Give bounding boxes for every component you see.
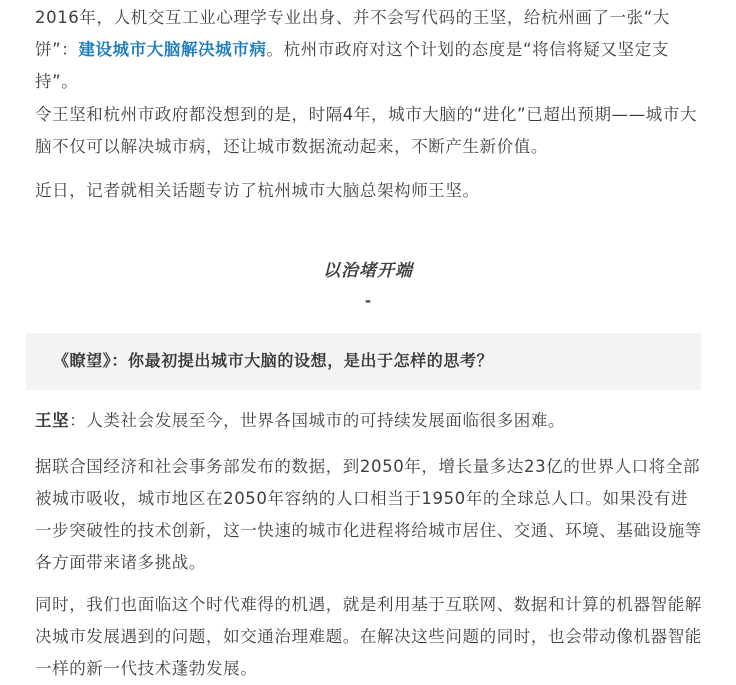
intro-paragraph-3: 近日，记者就相关话题专访了杭州城市大脑总架构师王坚。: [35, 181, 480, 200]
question-box: [26, 333, 701, 390]
intro-paragraph-2: 令王坚和杭州市政府都没想到的是，时隔4年，城市大脑的“进化”已超出预期——城市大脑不仅可以解决城市病，还让城市数据流动起来，不断产生新价值。: [35, 105, 698, 156]
intro-text-1a: 2016年，人机交互工业心理学专业出身、并不会写代码的王坚，给杭州画了一张“大饼”：: [35, 8, 670, 59]
answer-paragraph-2: 据联合国经济和社会事务部发布的数据，到2050年，增长量多达23亿的世界人口将全部被城市吸收，城市地区在2050年容纳的人口相当于1950年的全球总人口。如果没有进一步突破性的技术创新，这一快速的城市化进程将给城市居住、交通、环境、基础设施等各方面带来诸多挑战。: [35, 457, 702, 572]
highlight-text: 建设城市大脑解决城市病: [78, 40, 267, 59]
intro-text-1b: 。杭州市政府对这个计划的态度是“将信将疑又坚定支持”。: [35, 40, 669, 91]
intro-paragraph-1: [35, 2, 705, 98]
answer-paragraph-3: 同时，我们也面临这个时代难得的机遇，就是利用基于互联网、数据和计算的机器智能解决城市发展遇到的问题，如交通治理难题。在解决这些问题的同时，也会带动像机器智能一样的新一代技术蓬勃发展。: [35, 595, 702, 678]
section-divider: -: [364, 292, 372, 310]
answer-text-1: ：人类社会发展至今，世界各国城市的可持续发展面临很多困难。: [69, 411, 566, 430]
section-title: 以治堵开端: [323, 261, 413, 281]
answer-paragraph-1: [35, 405, 705, 437]
speaker-name: 王坚: [35, 411, 70, 430]
question-text: 《瞭望》：你最初提出城市大脑的设想，是出于怎样的思考？: [53, 351, 494, 370]
